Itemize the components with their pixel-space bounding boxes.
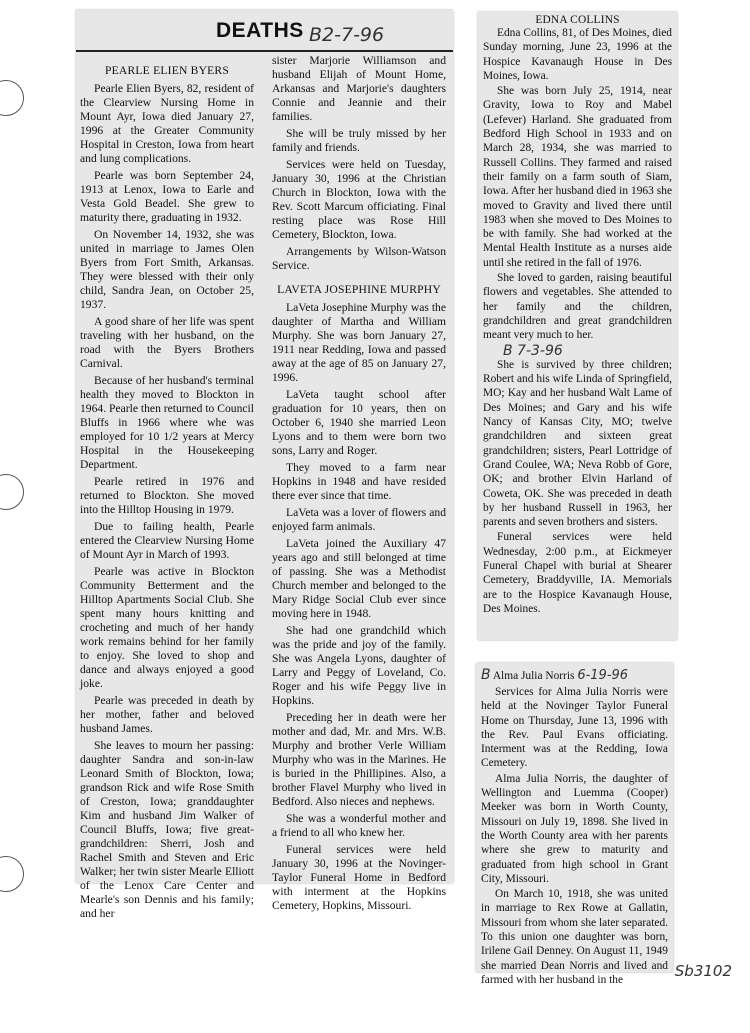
obituary-paragraph: She leaves to mourn her passing: daughter Sandra and son-in-law Leonard Smith of Blockton, Iowa; grandson Rick and wife Rose Smith of Creston, Iowa; granddaughter Kim and husband Jim Walker of Council Bluffs, Iowa; five great-grandchildren: Sherri, Josh and Rachel Smith and Steven and Eric Walker; her twin sister Mearle Elliott of the Lenox Care Center and Mearle's son Dennis and his family; and her <box>80 739 254 920</box>
deaths-header <box>76 10 453 52</box>
obituary-paragraph: Services were held on Tuesday, January 30, 1996 at the Christian Church in Blockton, Iowa with the Rev. Scott Marcum officiating. Final resting place was Rose Hill Cemetery, Blockton, Iowa. <box>272 158 446 241</box>
obituary-heading-norris: Alma Julia Norris <box>492 670 575 682</box>
obituary-paragraph: She had one grandchild which was the pride and joy of the family. She was Angela Lyons, daughter of Larry and Peggy of Loveland, Co. Roger and his wife Peggy live in Hopkins. <box>272 624 446 707</box>
obituary-paragraph: Alma Julia Norris, the daughter of Wellington and Luemma (Cooper) Meeker was born in Worth County, Missouri on July 19, 1898. She lived in the Worth County area with her parents where she grew to maturity and graduated from high school in Grant City, Missouri. <box>481 772 668 885</box>
alma-header <box>481 667 668 683</box>
obituary-paragraph: Pearle Elien Byers, 82, resident of the Clearview Nursing Home in Mount Ayr, Iowa died January 27, 1996 at the Greater Community Hospital in Creston, Iowa from heart and lung complications. <box>80 82 254 165</box>
handwritten-date: B 7-3-96 <box>503 342 563 359</box>
deaths-clipping <box>76 10 453 920</box>
obituary-paragraph: They moved to a farm near Hopkins in 1948 and have resided there ever since that time. <box>272 461 446 502</box>
obituary-paragraph: Pearle was born September 24, 1913 at Lenox, Iowa to Earle and Vesta Gold Beadel. She grew to maturity there, graduating in 1932. <box>80 169 254 224</box>
handwritten-date: 6-19-96 <box>577 668 629 683</box>
obituary-paragraph: Pearle retired in 1976 and returned to Blockton. She moved into the Hilltop Housing in 1979. <box>80 475 254 516</box>
edna-collins-clipping <box>478 12 677 640</box>
norris-text <box>481 685 668 987</box>
obituary-paragraph: Edna Collins, 81, of Des Moines, died Sunday morning, June 23, 1996 at the Hospice Kavanaugh House in Des Moines, Iowa. <box>483 27 672 82</box>
obituary-paragraph: Pearle was active in Blockton Community Betterment and the Hilltop Apartments Social Club. She spent many hours knitting and crocheting and much of her handy work remains behind for her family to enjoy. She loved to shop and dance and always enjoyed a good joke. <box>80 565 254 690</box>
obituary-heading-byers: PEARLE ELIEN BYERS <box>104 64 230 77</box>
obituary-paragraph: LaVeta joined the Auxiliary 47 years ago and still belonged at time of passing. She was a Methodist Church member and belonged to the Mary Ridge Social Club ever since moving here in 1948. <box>272 537 446 620</box>
obituary-paragraph: Funeral services were held January 30, 1996 at the Novinger-Taylor Funeral Home in Bedford with interment at the Hopkins Cemetery, Hopkins, Missouri. <box>272 843 446 912</box>
obituary-paragraph: A good share of her life was spent traveling with her husband, on the road with the Byers Brothers Carnival. <box>80 315 254 370</box>
obituary-paragraph: She is survived by three children; Robert and his wife Linda of Springfield, MO; Kay and her husband Walt Lame of Des Moines; and Gary and his wife Nancy of Kansas City, MO; twelve grandchildren and sixteen great grandchildren; sisters, Pearl Lottridge of Grand Coulee, WA; Neva Robb of Gore, OK; and brother Elvin Harland of Coweta, OK. She was preceded in death by her husband Russell in 1963, her parents and seven brothers and sisters. <box>483 358 672 529</box>
obituary-paragraph: She will be truly missed by her family and friends. <box>272 127 446 154</box>
obituary-paragraph: Services for Alma Julia Norris were held at the Novinger Taylor Funeral Home on Thursday, June 13, 1996 with the Rev. Paul Evans officiating. Interment was at the Redding, Iowa Cemetery. <box>481 686 668 770</box>
obituary-paragraph: On November 14, 1932, she was united in marriage to James Olen Byers from Fort Smith, Arkansas. They were blessed with their only child, Sandra Jean, on October 25, 1937. <box>80 228 254 311</box>
obituary-paragraph: Funeral services were held Wednesday, 2:00 p.m., at Eickmeyer Funeral Chapel with burial at Shearer Cemetery, Braddyville, IA. Memorials are to the Hospice Kavanaugh House, Des Moines. <box>483 531 672 615</box>
obituary-paragraph: Because of her husband's terminal health they moved to Blockton in 1964. Pearle then returned to Council Bluffs in 1966 where whe was employed for 10 1/2 years at Mercy Hospital in the Housekeeping Department. <box>80 374 254 471</box>
binder-hole-bottom <box>0 856 24 892</box>
binder-hole-top <box>0 80 24 116</box>
column-a <box>80 54 254 924</box>
obituary-paragraph: Preceding her in death were her mother and dad, Mr. and Mrs. W.B. Murphy and brother Verle William Murphy who was in the Marines. He is buried in the Phillipines. Also, a brother Flavel Murphy who lived in Bedford. Also nieces and nephews. <box>272 711 446 808</box>
obituary-paragraph: sister Marjorie Williamson and husband Elijah of Mount Home, Arkansas and Marjorie's daughters Connie and Jeannie and their families. <box>272 54 446 123</box>
obituary-paragraph: On March 10, 1918, she was united in marriage to Rex Rowe at Gallatin, Missouri from whom she later separated. To this union one daughter was born, Irilene Gail Denney. On August 11, 1949 she married Dean Norris and lived and farmed with her husband in the <box>481 888 668 986</box>
obituary-paragraph: Due to failing health, Pearle entered the Clearview Nursing Home of Mount Ayr in March of 1993. <box>80 520 254 561</box>
collins-text <box>483 26 672 616</box>
handwritten-date: B2-7-96 <box>309 24 385 46</box>
obituary-paragraph: Pearle was preceded in death by her mother, father and beloved husband James. <box>80 694 254 735</box>
obituary-heading-collins: EDNA COLLINS <box>535 14 620 26</box>
obituary-heading-murphy: LAVETA JOSEPHINE MURPHY <box>277 283 441 296</box>
obituary-paragraph: LaVeta was a lover of flowers and enjoyed farm animals. <box>272 506 446 533</box>
obituary-paragraph: Arrangements by Wilson-Watson Service. <box>272 245 446 272</box>
catalog-number: Sb3102 <box>674 962 732 980</box>
deaths-title: DEATHS <box>216 19 304 42</box>
obituary-paragraph: She was a wonderful mother and a friend to all who knew her. <box>272 812 446 839</box>
handwritten-mark: B <box>481 667 491 683</box>
obituary-paragraph: She loved to garden, raising beautiful flowers and vegetables. She attended to her family and the children, grandchildren and great grandchildren meant very much to her. <box>483 272 672 342</box>
obituary-paragraph: She was born July 25, 1914, near Gravity, Iowa to Roy and Mabel (Lefever) Harland. She graduated from Bedford High School in 1933 and on March 28, 1934, she was married to Russell Collins. They farmed and raised their family on a farm south of Siam, Iowa. After her husband died in 1963 she moved to Gravity and lived there until 1983 when she moved to Des Moines to be with family. She had worked at the Mental Health Institute as a nurses aide until she retired in the fall of 1976. <box>483 85 672 269</box>
column-b <box>272 54 446 916</box>
obituary-paragraph: LaVeta Josephine Murphy was the daughter of Martha and William Murphy. She was born January 27, 1911 near Redding, Iowa and passed away at the age of 85 on January 27, 1996. <box>272 301 446 384</box>
binder-hole-middle <box>0 474 24 510</box>
obituary-paragraph: LaVeta taught school after graduation for 10 years, then on October 6, 1940 she married Leon Lyons and to them were born two sons, Larry and Roger. <box>272 388 446 457</box>
alma-norris-clipping <box>476 663 673 986</box>
